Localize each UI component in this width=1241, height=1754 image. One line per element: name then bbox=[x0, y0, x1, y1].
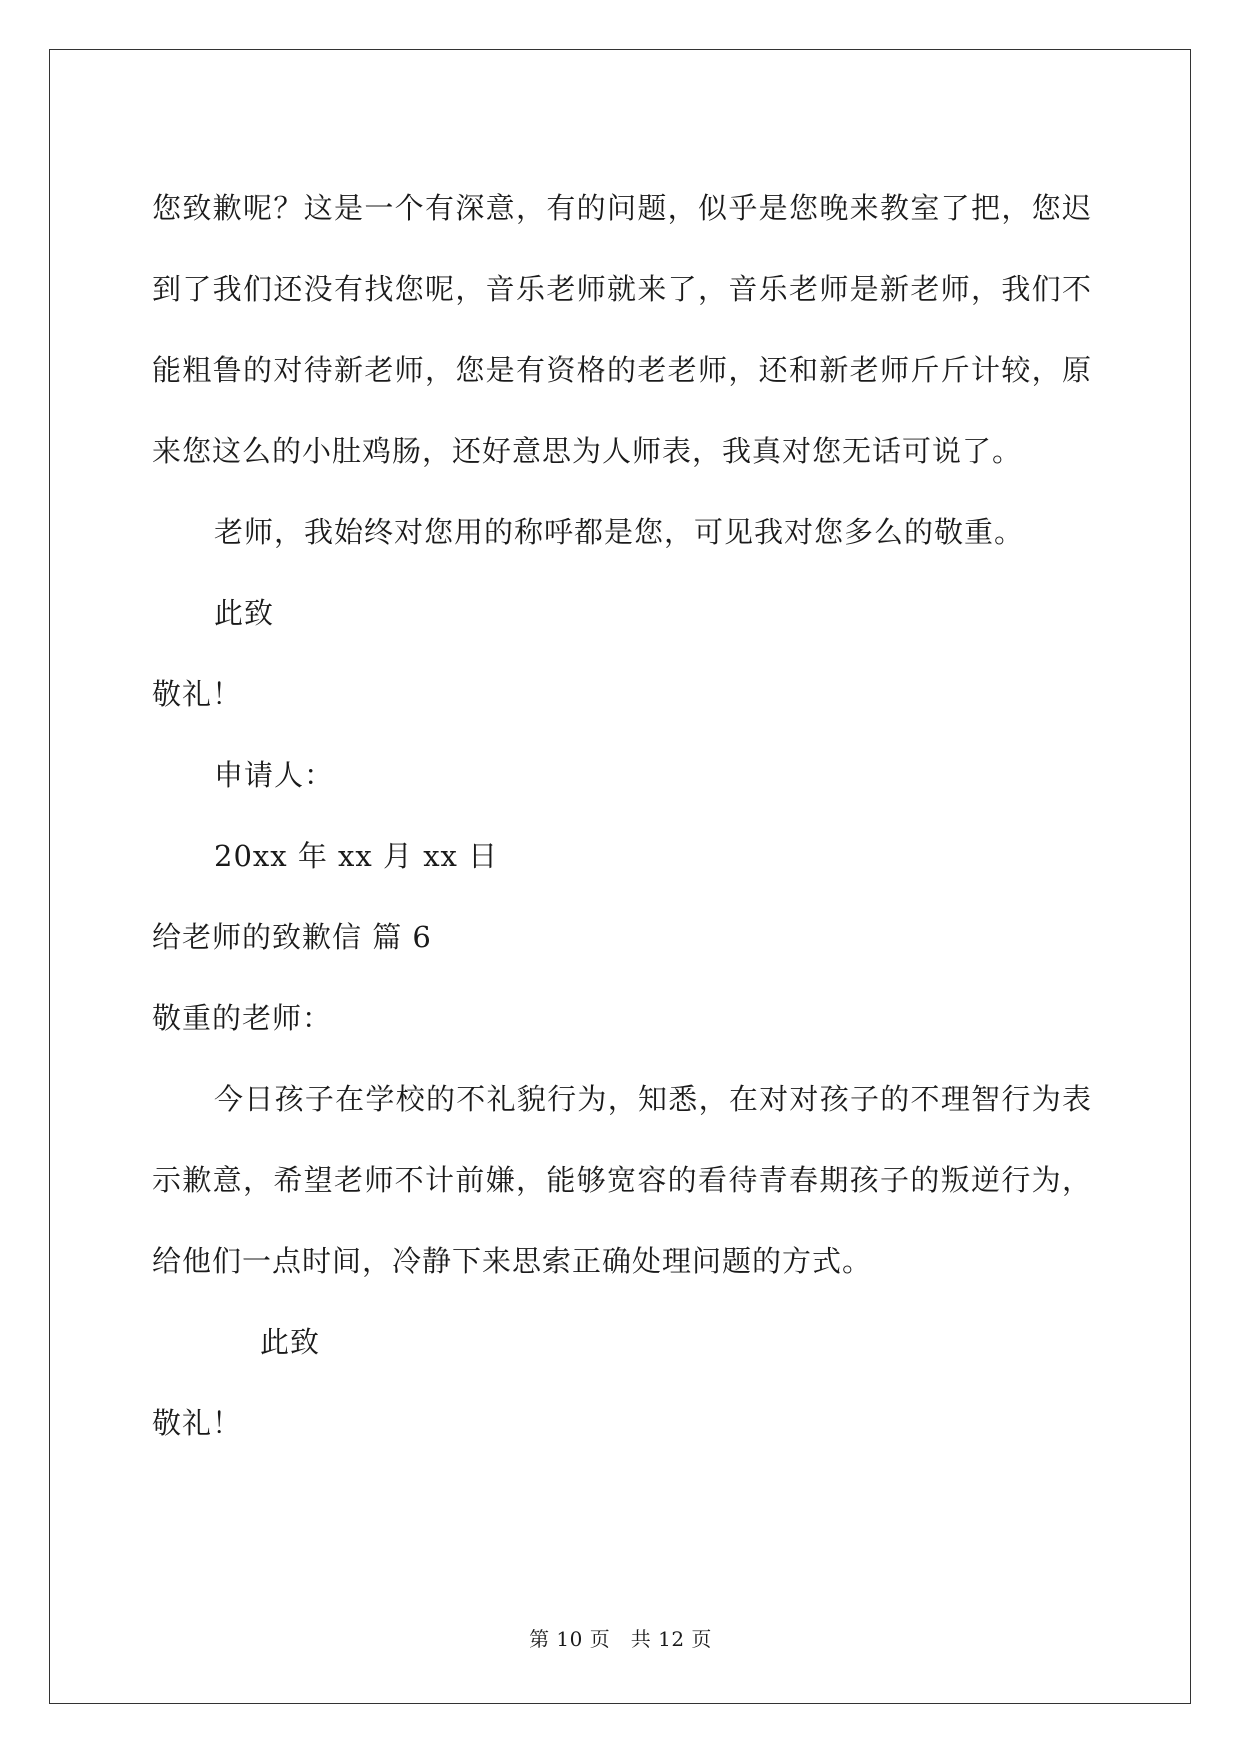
body-paragraph: 您致歉呢？这是一个有深意，有的问题，似乎是您晚来教室了把，您迟到了我们还没有找您呢，音乐老师就来了，音乐老师是新老师，我们不能粗鲁的对待新老师，您是有资格的老老师，还和新老师斤斤计较，原来您这么的小肚鸡肠，还好意思为人师表，我真对您无话可说了。 bbox=[152, 191, 1092, 468]
greeting: 敬重的老师： bbox=[152, 1001, 333, 1035]
body-paragraph: 今日孩子在学校的不礼貌行为，知悉，在对对孩子的不理智行为表示歉意，希望老师不计前嫌，能够宽容的看待青春期孩子的叛逆行为，给他们一点时间，冷静下来思索正确处理问题的方式。 bbox=[152, 1082, 1092, 1278]
closing-salutation: 此致 bbox=[260, 1325, 321, 1359]
document-body bbox=[152, 168, 1092, 1464]
closing-salutation: 此致 bbox=[214, 596, 275, 630]
date-line: 20xx 年 xx 月 xx 日 bbox=[214, 839, 499, 873]
page-number: 第 10 页 共 12 页 bbox=[529, 1627, 712, 1651]
closing-regards: 敬礼！ bbox=[152, 677, 243, 711]
body-paragraph: 老师，我始终对您用的称呼都是您，可见我对您多么的敬重。 bbox=[214, 515, 1025, 549]
closing-regards: 敬礼！ bbox=[152, 1406, 243, 1440]
section-heading: 给老师的致歉信 篇 6 bbox=[152, 920, 432, 954]
signature-label: 申请人： bbox=[214, 758, 335, 792]
